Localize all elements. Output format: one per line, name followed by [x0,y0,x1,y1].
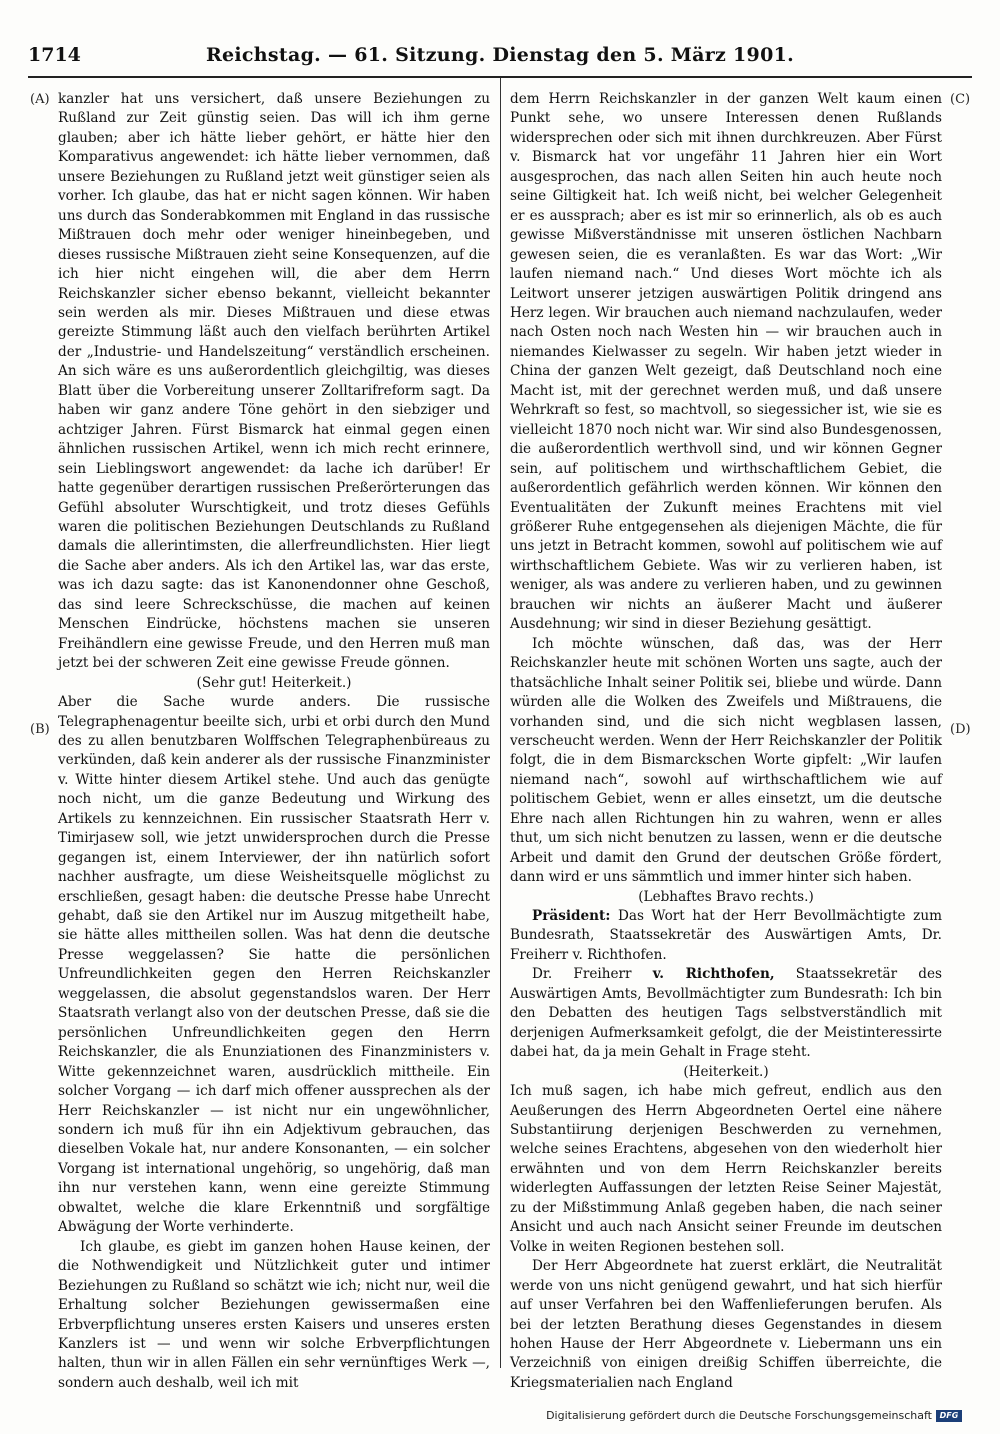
dfg-logo-icon: DFG [936,1410,962,1422]
margin-marker-a: (A) [30,92,50,107]
margin-marker-b: (B) [30,722,50,737]
running-title: Reichstag. — 61. Sitzung. Dienstag den 5. März 1901. [205,44,795,66]
right-column [510,90,942,1393]
interjection: (Sehr gut! Heiterkeit.) [196,674,352,691]
speaker-paragraph [510,907,942,965]
speech-text: Das Wort hat der Herr Bevollmächtigte zum Bundesrath, Staatssekretär des Auswärtigen Amts, Dr. Freiherr v. Richthofen. [510,908,942,963]
paragraph: Ich glaube, es giebt im ganzen hohen Hause keinen, der die Nothwendigkeit und Nützlichkeit guter und intimer Beziehungen zu Rußland so schätzt wie ich; nicht nur, weil die Erhaltung solcher Beziehungen gewissermaßen eine Erbverpflichtung unseres ersten Kaisers und unseres ersten Kanzlers ist — und wenn wir solche Erbverpflichtungen halten, thun wir in allen Fällen ein sehr vernünftiges Werk —, sondern auch deshalb, weil ich mit [58,1238,490,1391]
paragraph: Ich möchte wünschen, daß das, was der Herr Reichskanzler heute mit schönen Worten uns sagte, auch der thatsächliche Inhalt seiner Politik sei, bliebe und würde. Dann würden alle die Wolken des Zweifels und Mißtrauens, die vorhanden sind, und die sich nicht wegblasen lassen, verscheucht werden. Wenn der Herr Reichskanzler der Politik folgt, die in dem Bismarckschen Worte gipfelt: „Wir laufen niemand nach“, sowohl auf wirthschaftlichem wie auf politischem Gebiet, wenn er alles einsetzt, um die deutsche Ehre nach allen Richtungen hin zu wahren, wenn er alles thut, um sich nicht benutzen zu lassen, wenn er die deutsche Arbeit und damit den Grund der deutschen Größe fördert, dann wird er uns sämmtlich und immer hinter sich haben. [510,635,942,886]
column-divider [500,78,501,1368]
paragraph: kanzler hat uns versichert, daß unsere Beziehungen zu Rußland zur Zeit günstig seien. Das will ich ihm gerne glauben; aber ich hätte lieber gehört, er hätte hier den Komparativus angewendet: ich hätte lieber vernommen, daß unsere Beziehungen zu Rußland jetzt weit günstiger seien als vorher. Ich glaube, das hat er nicht sagen können. Wir haben uns durch das Sonderabkommen mit England in das russische Mißtrauen doch mehr oder weniger hineinbegeben, und dieses russische Mißtrauen zieht seine Konsequenzen, auf die ich hier nicht eingehen will, die aber dem Herrn Reichskanzler sicher ebenso bekannt, vielleicht bekannter sein werden als mir. Dieses Mißtrauen und diese etwas gereizte Stimmung läßt auch den vielfach berührten Artikel der „Industrie- und Handelszeitung“ verständlich erscheinen. An sich wäre es uns außerordentlich gleichgiltig, was dieses Blatt über die Vorbereitung unserer Zolltarifreform sagt. Da haben wir ganz andere Töne gehört in den siebziger und achtziger Jahren. Fürst Bismarck hat einmal gegen einen ähnlichen russischen Artikel, wenn ich mich recht erinnere, sein Lieblingswort angewendet: da lache ich darüber! Er hatte gegenüber derartigen russischen Preßerörterungen das Gefühl absoluter Wurschtigkeit, und trotz dieses Gefühls waren die politischen Beziehungen Deutschlands zu Rußland damals die allerintimsten, die allerfreundlichsten. Hier liegt die Sache aber anders. Als ich den Artikel las, war das erste, was ich dazu sagte: das ist Kanonendonner ohne Geschoß, das sind leere Schreckschüsse, die machen auf keinen Menschen Eindrücke, höchstens machen sie unseren Freihändlern eine gewisse Freude, und den Herren muß man jetzt bei der schweren Zeit eine gewisse Freude gönnen. [58,91,490,672]
speaker-title: Dr. Freiherr [532,966,632,983]
margin-marker-d: (D) [950,722,971,737]
speaker-name: Präsident: [532,908,611,925]
left-column [58,90,490,1393]
paragraph: Der Herr Abgeordnete hat zuerst erklärt, die Neutralität werde von uns nicht genügend gewahrt, und hat sich hierfür auf unser Verfahren bei den Waffenlieferungen berufen. Als bei der letzten Berathung dieses Gegenstandes in diesem hohen Hause der Herr Abgeordnete v. Liebermann uns ein Verzeichniß von einigen dreißig Schiffen überreichte, die Kriegsmaterialien nach England [510,1258,942,1391]
page-foot-mark [343,1362,353,1363]
digitization-footer [546,1409,962,1422]
interjection: (Heiterkeit.) [683,1063,769,1080]
paragraph: dem Herrn Reichskanzler in der ganzen Welt kaum einen Punkt sehe, wo unsere Interessen denen Rußlands widersprechen oder sich mit ihnen durchkreuzen. Aber Fürst v. Bismarck hat vor ungefähr 11 Jahren hier ein Wort ausgesprochen, das nach allen Seiten hin auch heute noch seine Giltigkeit hat. Ich weiß nicht, bei welcher Gelegenheit er es aussprach; aber es ist mir so erinnerlich, als ob es auch gewisse Mißverständnisse mit unseren östlichen Nachbarn gewesen seien, die es veranlaßten. Es war das Wort: „Wir laufen niemand nach.“ Und dieses Wort möchte ich als Leitwort unserer jetzigen auswärtigen Politik dringend ans Herz legen. Wir brauchen auch niemand nachzulaufen, weder nach Osten noch nach Westen hin — wir brauchen auch in niemandes Kielwasser zu segeln. Wir haben jetzt wieder in China der ganzen Welt gezeigt, daß Deutschland noch eine Macht ist, mit der gerechnet werden muß, und daß unsere Wehrkraft so fest, so machtvoll, so siegessicher ist, wie sie es vielleicht 1870 noch nicht war. Wir sind also Bundesgenossen, die außerordentlich werthvoll sind, und wir können Gegner sein, auf politischem und wirthschaftlichem Gebiet, die außerordentlich gefährlich werden können. Wir können den Eventualitäten der Zukunft meines Erachtens mit viel größerer Ruhe entgegensehen als diejenigen Mächte, die für uns jetzt in Betracht kommen, sowohl auf politischem wie auf wirthschaftlichem Gebiete. Was wir zu verlieren haben, ist weniger, als was andere zu verlieren haben, und zu gewinnen brauchen wir nichts an äußerer Macht und äußerer Ausdehnung; wir sind in dieser Beziehung gesättigt. [510,91,942,633]
speaker-name: v. Richthofen, [652,966,775,983]
page-number: 1714 [28,44,81,66]
paragraph: Aber die Sache wurde anders. Die russische Telegraphenagentur beeilte sich, urbi et orbi durch den Mund des zu allen benutzbaren Wolffschen Telegraphenbüreaus zu verkünden, daß kein anderer als der russische Finanzminister v. Witte hinter diesem Artikel stehe. Und auch das genügte noch nicht, um die ganze Bedeutung und Wirkung des Artikels zu kennzeichnen. Ein russischer Staatsrath Herr v. Timirjasew soll, wie jetzt unwidersprochen durch die Presse gegangen ist, einem Interviewer, der ihn natürlich sofort nachher ausfragte, um diese Weisheitsquelle möglichst zu erschließen, gesagt haben: die deutsche Presse habe Unrecht gehabt, daß sie den Artikel nur im Auszug mitgetheilt habe, sie hätte alles mittheilen sollen. Was hat denn die deutsche Presse weggelassen? Sie hatte die persönlichen Unfreundlichkeiten gegen den Herren Reichskanzler weggelassen, die absolut gegenstandslos waren. Der Herr Staatsrath verlangt also von der deutschen Presse, daß sie die persönlichen Unfreundlichkeiten gegen den Herrn Reichskanzler, die als Enunziationen des Finanzministers v. Witte gekennzeichnet waren, ausdrücklich mittheile. Ein solcher Vorgang — ich darf mich offener aussprechen als der Herr Reichskanzler — ist nicht nur ein ungewöhnlicher, sondern ich muß für ihn ein Adjektivum gebrauchen, das dieselben Vokale hat, nur andere Konsonanten, — ein solcher Vorgang ist international ungehörig, so ungehörig, daß man ihn nur verstehen kann, wenn eine gereizte Stimmung obwaltet, welche die klare Erkenntniß und sorgfältige Abwägung der Worte verhinderte. [58,694,490,1236]
footer-text: Digitalisierung gefördert durch die Deutsche Forschungsgemeinschaft [546,1409,932,1422]
speech-text: Staatssekretär des Auswärtigen Amts, Bevollmächtigter zum Bundesrath: Ich bin den Debatten des heutigen Tags selbstverständlich mit derjenigen Aufmerksamkeit gefolgt, die der Meistinteressirte dabei hat, da ja mein Gehalt in Frage steht. [510,966,943,1061]
running-header [28,40,972,72]
margin-marker-c: (C) [950,92,971,107]
interjection: (Lebhaftes Bravo rechts.) [638,888,814,905]
paragraph: Ich muß sagen, ich habe mich gefreut, endlich aus den Aeußerungen des Herrn Abgeordneten Oertel eine nähere Substantiirung derjenigen Beschwerden zu vernehmen, welche seines Erachtens, abgesehen von den wiederholt hier erwähnten und von dem Herrn Reichskanzler bereits widerlegten Auffassungen der letzten Reise Seiner Majestät, zu der Mißstimmung Anlaß gegeben haben, die nach seiner Ansicht und auch nach Ansicht seiner Freunde im deutschen Volke in weiten Regionen bestehen soll. [510,1083,942,1255]
speaker-paragraph [510,965,942,1062]
